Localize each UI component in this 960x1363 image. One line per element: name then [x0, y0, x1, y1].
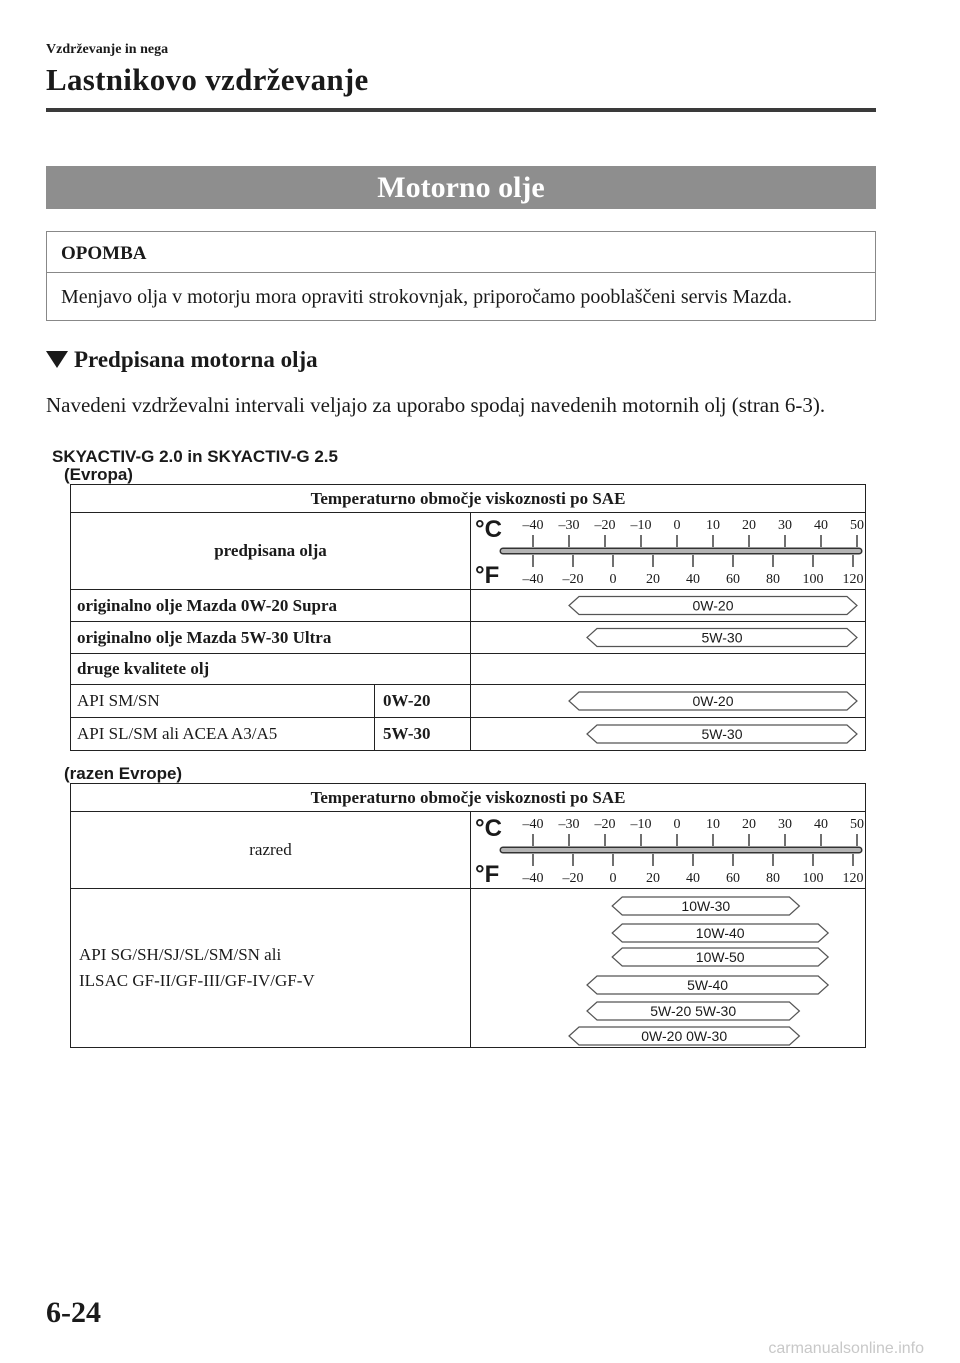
celsius-tick-label: –30: [558, 817, 580, 832]
temperature-scale: [471, 513, 866, 590]
fahrenheit-tick-label: 60: [726, 871, 740, 886]
viscosity-bar-cell: [471, 718, 866, 751]
celsius-tick-label: 40: [814, 518, 828, 533]
viscosity-table-other: [70, 783, 866, 1048]
viscosity-bar-label: 10W-30: [681, 898, 731, 914]
fahrenheit-tick-label: –40: [522, 871, 544, 886]
table-row-grade: 5W-30: [375, 718, 471, 751]
fahrenheit-tick-label: 100: [802, 871, 824, 886]
page-title: Lastnikovo vzdrževanje: [46, 62, 369, 97]
fahrenheit-tick-label: 60: [726, 572, 740, 587]
scale-label-cell: predpisana olja: [71, 513, 471, 590]
viscosity-bar: [471, 685, 866, 717]
celsius-tick-label: –20: [594, 518, 616, 533]
viscosity-bar: [471, 590, 866, 621]
celsius-tick-label: 50: [850, 817, 864, 832]
table-row-label: originalno olje Mazda 5W-30 Ultra: [71, 622, 471, 654]
celsius-tick-label: 30: [778, 817, 792, 832]
celsius-tick-label: –10: [630, 817, 652, 832]
viscosity-bar-label: 0W-20: [692, 693, 734, 709]
region-europe-label: (Evropa): [64, 465, 133, 484]
table-header: Temperaturno območje viskoznosti po SAE: [71, 485, 866, 513]
viscosity-bar: [471, 622, 866, 653]
celsius-tick-label: 40: [814, 817, 828, 832]
fahrenheit-unit: °F: [475, 861, 500, 888]
table-row-grade: 0W-20: [375, 685, 471, 718]
celsius-tick-label: –10: [630, 518, 652, 533]
fahrenheit-tick-label: 40: [686, 572, 700, 587]
table-row-label: API SL/SM ali ACEA A3/A5: [71, 718, 375, 751]
celsius-tick-label: 10: [706, 817, 720, 832]
fahrenheit-tick-label: 20: [646, 871, 660, 886]
section-label: Vzdrževanje in nega: [46, 42, 169, 57]
intro-text: Navedeni vzdrževalni intervali veljajo za uporabo spodaj navedenih motornih olj (stran 6-3).: [46, 393, 826, 417]
scale-label-cell: razred: [71, 812, 471, 889]
celsius-tick-label: –40: [522, 817, 544, 832]
celsius-unit: °C: [475, 815, 502, 842]
viscosity-bar-label: 5W-30: [701, 629, 743, 646]
subsection-heading: [46, 347, 318, 373]
triangle-bullet-icon: [46, 351, 68, 368]
celsius-tick-label: –40: [522, 518, 544, 533]
region-other-label: (razen Evrope): [64, 764, 183, 783]
temperature-scale-graphic: [471, 513, 866, 589]
engine-label: SKYACTIV-G 2.0 in SKYACTIV-G 2.5: [52, 447, 338, 466]
viscosity-bar-label: 10W-40: [695, 925, 745, 941]
title-rule: [46, 108, 876, 112]
viscosity-bar-label: 5W-30: [701, 726, 743, 742]
note-box: [46, 231, 876, 321]
fahrenheit-tick-label: 20: [646, 572, 660, 587]
fahrenheit-tick-label: –20: [562, 572, 584, 587]
fahrenheit-tick-label: –40: [522, 572, 544, 587]
celsius-tick-label: 0: [673, 518, 681, 533]
celsius-tick-label: 30: [778, 518, 792, 533]
footer-watermark: carmanualsonline.info: [768, 1340, 924, 1357]
viscosity-bar-label: 5W-40: [687, 977, 729, 993]
fahrenheit-tick-label: 0: [609, 572, 617, 587]
subsection-title: Predpisana motorna olja: [74, 347, 318, 372]
note-title: OPOMBA: [47, 232, 875, 273]
viscosity-bars: [471, 889, 866, 1047]
spec-line: API SG/SH/SJ/SL/SM/SN ali: [79, 945, 282, 964]
celsius-tick-label: –30: [558, 518, 580, 533]
table-row-label: originalno olje Mazda 0W-20 Supra: [71, 590, 471, 622]
fahrenheit-tick-label: 80: [766, 871, 780, 886]
topic-banner: Motorno olje: [46, 166, 876, 209]
viscosity-bar-label: 10W-50: [695, 949, 745, 965]
viscosity-bars-cell: [471, 889, 866, 1048]
spec-line: ILSAC GF-II/GF-III/GF-IV/GF-V: [79, 971, 315, 990]
celsius-tick-label: –20: [594, 817, 616, 832]
fahrenheit-tick-label: 100: [802, 572, 824, 587]
celsius-tick-label: 20: [742, 817, 756, 832]
note-text: Menjavo olja v motorju mora opraviti strokovnjak, priporočamo pooblaščeni servis Mazda.: [61, 286, 792, 308]
fahrenheit-tick-label: –20: [562, 871, 584, 886]
fahrenheit-tick-label: 120: [842, 572, 864, 587]
celsius-tick-label: 10: [706, 518, 720, 533]
viscosity-bar-cell: [471, 685, 866, 718]
temperature-scale: [471, 812, 866, 889]
celsius-tick-label: 50: [850, 518, 864, 533]
viscosity-table-europe: [70, 484, 866, 751]
fahrenheit-unit: °F: [475, 562, 500, 589]
empty-cell: [471, 654, 866, 685]
viscosity-bar-cell: [471, 590, 866, 622]
fahrenheit-tick-label: 0: [609, 871, 617, 886]
celsius-tick-label: 20: [742, 518, 756, 533]
fahrenheit-tick-label: 40: [686, 871, 700, 886]
table-row-label: API SM/SN: [71, 685, 375, 718]
temperature-scale-graphic: [471, 812, 866, 888]
viscosity-bar: [471, 718, 866, 750]
table-row-label: druge kvalitete olj: [71, 654, 471, 685]
fahrenheit-tick-label: 120: [842, 871, 864, 886]
viscosity-bar-label: 0W-20: [692, 597, 734, 614]
spec-cell: [71, 889, 471, 1048]
page-number: 6-24: [46, 1296, 101, 1329]
celsius-unit: °C: [475, 516, 502, 543]
viscosity-bar-cell: [471, 622, 866, 654]
celsius-tick-label: 0: [673, 817, 681, 832]
table-header: Temperaturno območje viskoznosti po SAE: [71, 784, 866, 812]
fahrenheit-tick-label: 80: [766, 572, 780, 587]
viscosity-bar-label: 5W-20 5W-30: [650, 1003, 737, 1019]
viscosity-bar-label: 0W-20 0W-30: [641, 1028, 728, 1044]
